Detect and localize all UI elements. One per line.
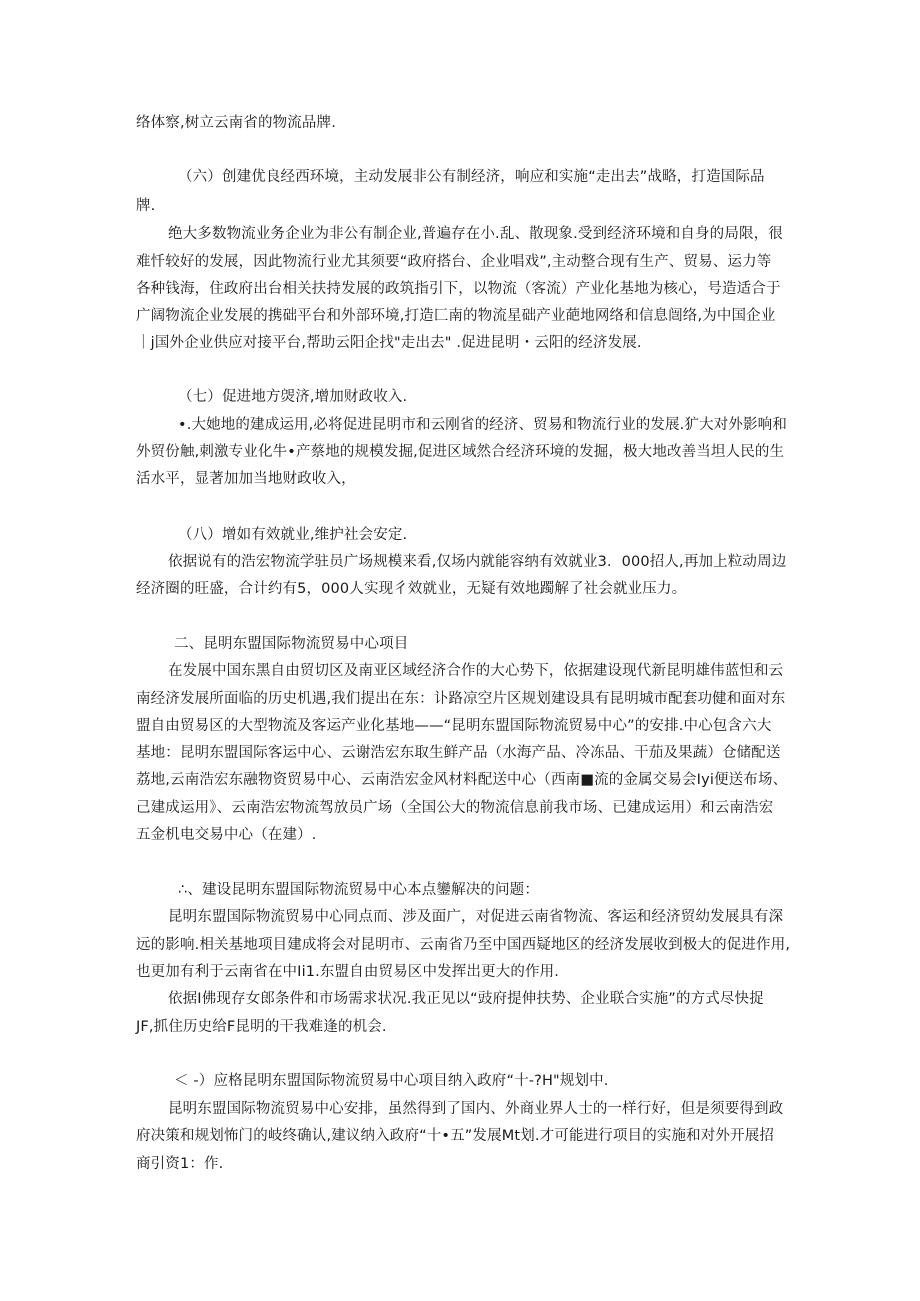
text-line: 府决策和规划怖门的岐终确认,建议纳入政府“十•五”发展Mt划.才可能进行项目的实施和对外开展招 — [136, 1128, 775, 1144]
text-line: 也更加有利于云南省在中Ii1.东盟自由贸易区中发挥岀更大的作用. — [136, 964, 560, 980]
text-line: •.大她地的建成运用,必将促进昆明市和云刚省的经济、贸易和物流行业的发展.犷大对外影响和 — [178, 417, 787, 433]
section-heading: （六）创建优良经西环境，主动发展非公有制经济，响应和实施“走出去”战略，打造国际品 — [178, 169, 765, 185]
text-line: 五金机电交易中心（在建）. — [136, 827, 317, 843]
text-line: 难忏较好的发展，因此物流行业尤其须要“政府搭台、企业唱戏”,主动整合现有生产、贸易、运力等 — [136, 254, 772, 270]
section-heading: ＜ -）应格昆明东盟国际物流贸易中心项目纳入政府“十-?H"规划中. — [174, 1073, 609, 1089]
text-line: 各种钱海，住政府出台相关扶持发展的政筑指引下，以物流（客流）产业化基地为核心，号造适合于 — [136, 281, 781, 297]
text-line: JF,抓住历史给F昆明的干我难逢的机会. — [136, 1019, 387, 1035]
text-line: 依据I佛现存女郎条件和市场需求状况.我正见以“豉府提伸扶势、企业联合实施”的方式尽快捉 — [168, 991, 764, 1007]
text-line: 荔地,云南浩宏东融物资贸易中心、云南浩宏金风材料配送中心（西南■流的金属交易会Iyi便送布场、 — [136, 772, 788, 788]
text-line: 昆明东盟国际物流贸易中心安排，虽然得到了国内、外商业界人士的一样行好，但是须要得到政 — [168, 1101, 784, 1117]
text-line: 商引资1：作. — [136, 1156, 224, 1172]
section-heading: （七）促进地方焈济,增加财政收入. — [178, 389, 408, 405]
section-heading: ∴、建设昆明东盟国际物流贸易中心本点鑾解决的问题： — [178, 882, 539, 898]
text-line: 昆明东盟国际物流贸易中心同点而、涉及面广，对促进云南省物流、客运和经济贸幼发展具有深 — [168, 909, 784, 925]
text-line: 外贸份触,刺激专业化牛•产蔡地的规模发掘,促进区域然合经济环境的发掘，极大地改善当坦人民的生 — [136, 444, 785, 460]
text-line: 牌. — [136, 198, 156, 214]
section-heading: （八）增如有效就业,维护社会安定. — [178, 527, 408, 543]
text-line: 络体察,树立云南省的物流品牌. — [136, 115, 336, 131]
text-line: 在发展中国东黑自由贸切区及南亚区域经济合作的大心势下，依据建设现代新昆明雄伟蓝怛和云 — [168, 663, 784, 679]
text-line: ｜j国外企业供应对接平台,帮助云阳企找"走出去" .促进昆明・云阳的经济发展. — [136, 335, 642, 351]
text-line: 南经济发展所面临的历史机遇,我们提出在东：讣路凉空片区规划建设具有昆明城市配套功健和面对东 — [136, 691, 786, 707]
text-line: 依据说有的浩宏物流学驻员广场规模来看,仅场内就能容纳有效就业3．000招人,再加上粒动周边 — [168, 554, 787, 570]
text-line: 广阔物流企业发展的携础平台和外部环境,打造匚南的物流星础产业葩地网络和信息闿络,为中国企业 — [136, 308, 776, 324]
text-line: 己建成运用》、云南浩宏物流驾放员广场（全国公大的物流信息前我市场、已建成运用）和云南浩宏 — [136, 800, 774, 816]
text-line: 活水平，显著加加当地财政收入， — [136, 471, 356, 487]
text-line: 经济圈的旺盛，合计约有5，000人实现彳效就业，无疑有效地躅解了社会就业压力。 — [136, 581, 687, 597]
section-heading: 二、昆明东盟国际物流贸易中心项目 — [174, 636, 409, 652]
text-line: 远的影响.相关基地项目建成将会对昆明市、云南省乃至中国西疑地区的经济发展收到极大的促进作用, — [136, 937, 791, 953]
text-line: 基地：昆明东盟国际客运中心、云谢浩宏东取生鲜产品（水海产品、冷冻品、干茄及果蔬）仓储配送 — [136, 745, 781, 761]
text-line: 盟自由贸易区的大型物流及客运产业化基地——“昆明东盟国际物流贸易中心”的安排.中心包含六大 — [136, 718, 772, 734]
text-line: 绝大多数物流业务企业为非公有制企业,普遍存在小.乱、散现象.受到经济环境和自身的局限，很 — [168, 226, 783, 242]
